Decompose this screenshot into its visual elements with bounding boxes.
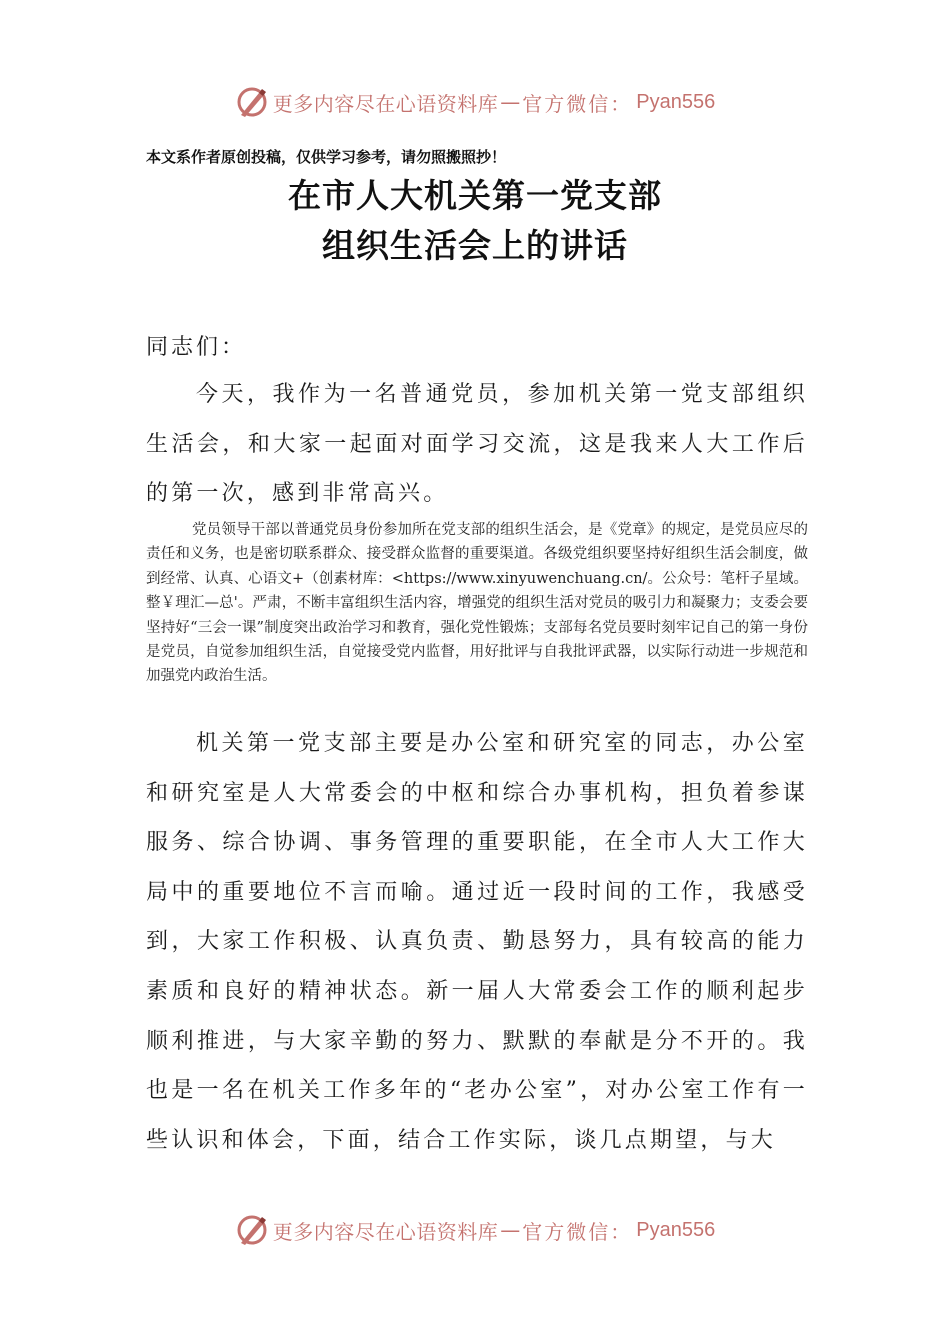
paragraph-2-small: 党员领导干部以普通党员身份参加所在党支部的组织生活会，是《党章》的规定，是党员应尽的责任和义务，也是密切联系群众、接受群众监督的重要渠道。各级党组织要坚持好组织生活会制度，做到经常、认真、心语文+（创素材库：<https://www.xinyuwenchuang.cn/。公众号：笔杆子星域。整￥理汇—总'。严肃，不断丰富组织生活内容，增强党的组织生活对党员的吸引力和凝聚力；支委会要坚持好“三会一课”制度突出政治学习和教育，强化党性锻炼；支部每名党员要时刻牢记自己的第一身份是党员，自觉参加组织生活，自觉接受党内监督，用好批评与自我批评武器，以实际行动进一步规范和加强党内政治生活。 — [146, 522, 808, 685]
banner-separator: — — [500, 1218, 521, 1242]
banner-wechat-label: 官方微信： — [522, 1219, 633, 1244]
document-title-line-2: 组织生活会上的讲话 — [322, 226, 628, 265]
footer-banner — [0, 1210, 950, 1250]
banner-wechat-id: Pyan556 — [636, 90, 716, 113]
banner-wechat-label: 官方微信： — [522, 91, 633, 116]
paragraph-3: 机关第一党支部主要是办公室和研究室的同志，办公室和研究室是人大常委会的中枢和综合办事机构，担负着参谋服务、综合协调、事务管理的重要职能，在全市人大工作大局中的重要地位不言而喻。通过近一段时间的工作，我感受到，大家工作积极、认真负责、勤恳努力，具有较高的能力素质和良好的精神状态。新一届人大常委会工作的顺利起步顺利推进，与大家辛勤的努力、默默的奉献是分不开的。我也是一名在机关工作多年的“老办公室”，对办公室工作有一些认识和体会，下面，结合工作实际，谈几点期望，与大 — [146, 731, 808, 1153]
banner-text: 更多内容尽在心语资料库 — [272, 1219, 499, 1244]
banner-text: 更多内容尽在心语资料库 — [272, 91, 499, 116]
header-banner — [0, 82, 950, 122]
pen-logo-icon — [235, 85, 269, 119]
paragraph-1: 今天，我作为一名普通党员，参加机关第一党支部组织生活会，和大家一起面对面学习交流，这是我来人大工作后的第一次，感到非常高兴。 — [146, 382, 808, 507]
banner-separator: — — [500, 90, 521, 114]
document-title-line-1: 在市人大机关第一党支部 — [288, 176, 662, 215]
copyright-notice: 本文系作者原创投稿，仅供学习参考，请勿照搬照抄！ — [146, 148, 507, 166]
greeting: 同志们： — [146, 335, 247, 360]
banner-wechat-id: Pyan556 — [636, 1218, 716, 1241]
pen-logo-icon — [235, 1213, 269, 1247]
